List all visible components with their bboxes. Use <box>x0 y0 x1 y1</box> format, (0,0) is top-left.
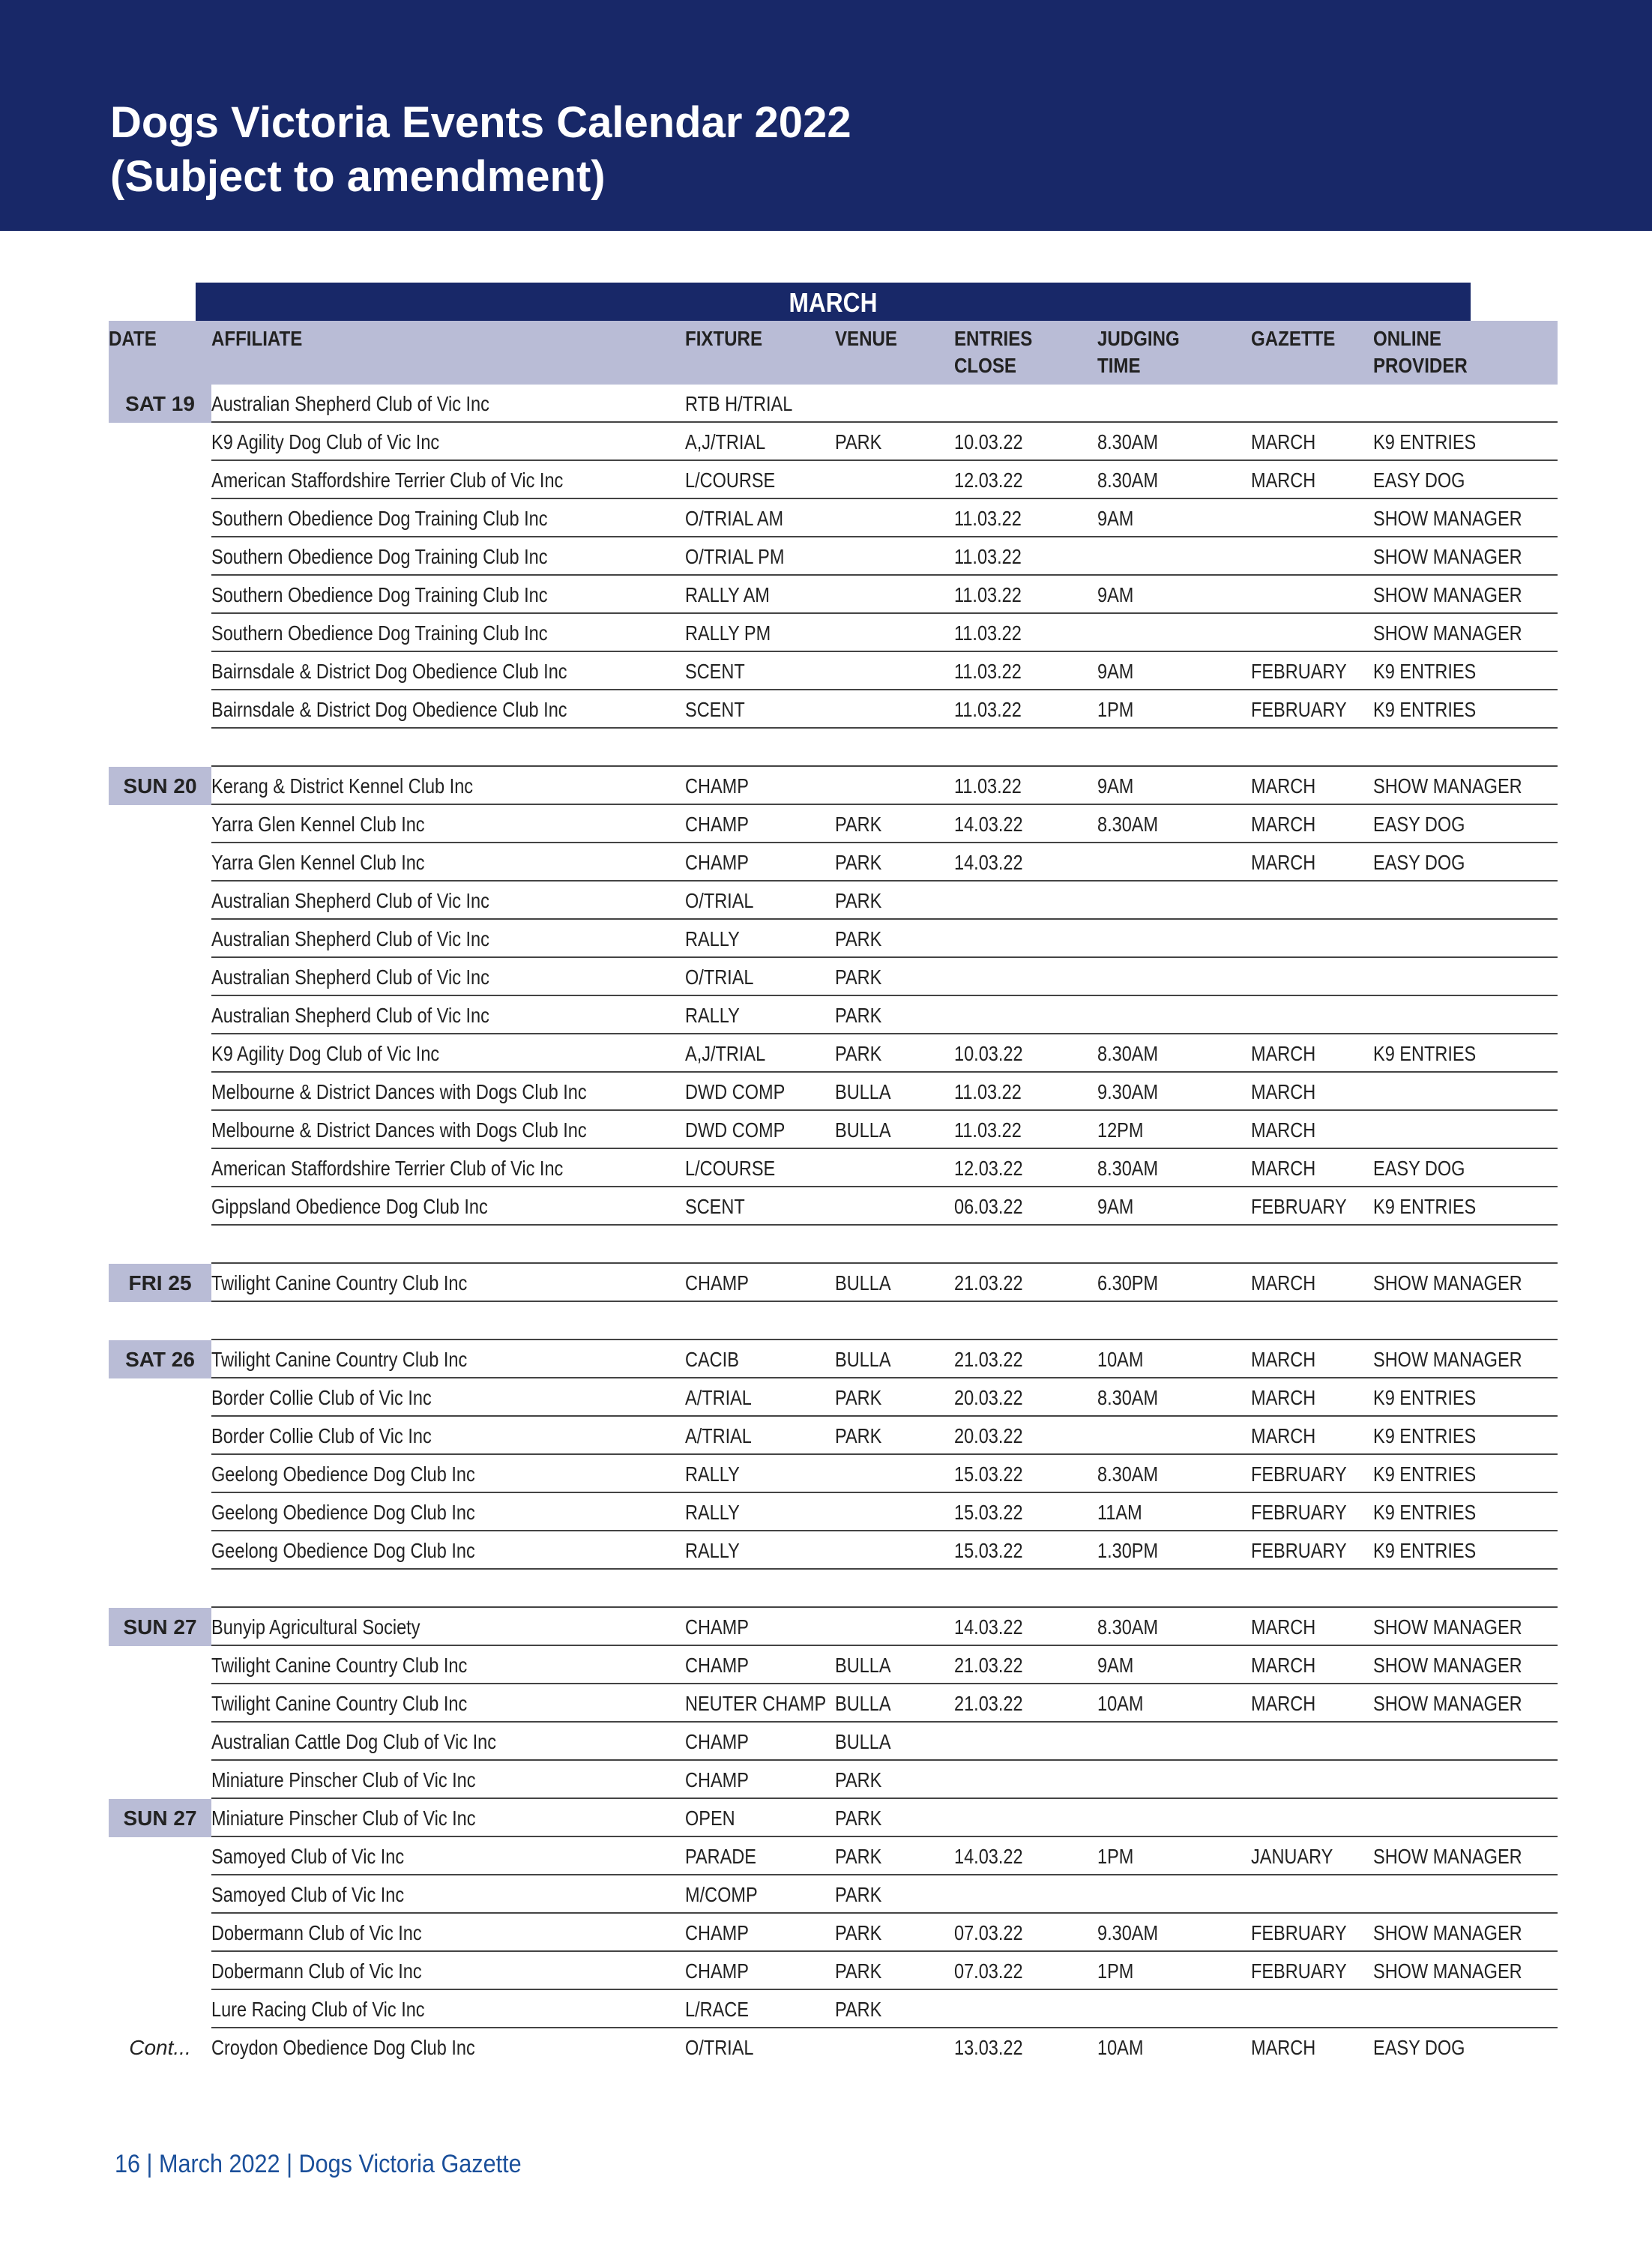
cell-entries-close: 11.03.22 <box>954 774 1022 798</box>
cell-affiliate: Geelong Obedience Dog Club Inc <box>211 1501 475 1524</box>
cell-online-provider: K9 ENTRIES <box>1373 1462 1477 1486</box>
cell-venue: BULLA <box>835 1730 891 1753</box>
cell-entries-close: 21.03.22 <box>954 1271 1023 1295</box>
cell-fixture: O/TRIAL AM <box>685 507 784 530</box>
cell-venue: BULLA <box>835 1118 891 1142</box>
cell-fixture: RALLY <box>685 1462 740 1486</box>
cell-entries-close: 07.03.22 <box>954 1959 1023 1983</box>
column-header-gazette: GAZETTE <box>1251 327 1336 350</box>
cell-fixture: NEUTER CHAMP <box>685 1692 827 1715</box>
cell-fixture: RALLY AM <box>685 583 770 606</box>
table-row <box>109 1111 1558 1149</box>
cell-venue: PARK <box>835 813 882 836</box>
cell-venue: PARK <box>835 1806 882 1830</box>
cell-entries-close: 12.03.22 <box>954 468 1023 492</box>
date-label: SUN 27 <box>109 1608 211 1646</box>
column-header-online-provider: ONLINE PROVIDER <box>1373 327 1468 377</box>
title-line-2: (Subject to amendment) <box>110 152 606 201</box>
table-row <box>109 1799 1558 1837</box>
cell-fixture: RALLY <box>685 1501 740 1524</box>
table-row <box>109 576 1558 614</box>
cell-entries-close: 11.03.22 <box>954 1080 1022 1103</box>
cell-affiliate: Bunyip Agricultural Society <box>211 1615 420 1639</box>
cell-online-provider: SHOW MANAGER <box>1373 1692 1522 1715</box>
column-header-venue: VENUE <box>835 327 897 350</box>
column-header-entries-close: ENTRIES CLOSE <box>954 327 1033 377</box>
cell-entries-close: 15.03.22 <box>954 1462 1023 1486</box>
cell-entries-close: 14.03.22 <box>954 1845 1023 1868</box>
cell-judging-time: 8.30AM <box>1097 1042 1159 1065</box>
date-label: SAT 26 <box>109 1340 211 1378</box>
cell-fixture: CHAMP <box>685 1730 749 1753</box>
cell-fixture: O/TRIAL <box>685 965 754 989</box>
cell-fixture: OPEN <box>685 1806 735 1830</box>
cell-affiliate: Bairnsdale & District Dog Obedience Club Inc <box>211 660 567 683</box>
table-row <box>109 920 1558 958</box>
cell-judging-time: 1.30PM <box>1097 1539 1159 1562</box>
cell-judging-time: 8.30AM <box>1097 813 1159 836</box>
cell-affiliate: Miniature Pinscher Club of Vic Inc <box>211 1768 476 1792</box>
cell-gazette: JANUARY <box>1251 1845 1333 1868</box>
table-row <box>109 1417 1558 1455</box>
cell-entries-close: 15.03.22 <box>954 1501 1023 1524</box>
group-spacer <box>109 729 1558 767</box>
cell-affiliate: Australian Shepherd Club of Vic Inc <box>211 1004 489 1027</box>
cell-online-provider: SHOW MANAGER <box>1373 1271 1522 1295</box>
cell-fixture: M/COMP <box>685 1883 758 1906</box>
cell-gazette: MARCH <box>1251 851 1316 874</box>
cell-online-provider: EASY DOG <box>1373 813 1465 836</box>
table-row <box>109 1990 1558 2028</box>
cell-entries-close: 12.03.22 <box>954 1157 1023 1180</box>
cell-gazette: FEBRUARY <box>1251 660 1347 683</box>
cell-online-provider: K9 ENTRIES <box>1373 1042 1477 1065</box>
cell-affiliate: Kerang & District Kennel Club Inc <box>211 774 474 798</box>
table-row <box>109 1684 1558 1723</box>
cell-judging-time: 8.30AM <box>1097 1615 1159 1639</box>
cell-fixture: L/RACE <box>685 1998 749 2021</box>
cell-affiliate: Lure Racing Club of Vic Inc <box>211 1998 425 2021</box>
cell-venue: BULLA <box>835 1271 891 1295</box>
table-row <box>109 652 1558 690</box>
cell-affiliate: Bairnsdale & District Dog Obedience Club Inc <box>211 698 567 721</box>
cell-judging-time: 9.30AM <box>1097 1921 1159 1944</box>
cell-judging-time: 9AM <box>1097 583 1134 606</box>
cell-venue: PARK <box>835 851 882 874</box>
cell-fixture: CHAMP <box>685 1959 749 1983</box>
cell-gazette: FEBRUARY <box>1251 1921 1347 1944</box>
cell-affiliate: Twilight Canine Country Club Inc <box>211 1654 468 1677</box>
group-spacer <box>109 1570 1558 1608</box>
cell-gazette: FEBRUARY <box>1251 1539 1347 1562</box>
cell-fixture: CHAMP <box>685 851 749 874</box>
cell-fixture: CHAMP <box>685 1654 749 1677</box>
cell-affiliate: Border Collie Club of Vic Inc <box>211 1386 432 1409</box>
cell-entries-close: 10.03.22 <box>954 1042 1023 1065</box>
cell-gazette: MARCH <box>1251 1157 1316 1180</box>
cell-judging-time: 8.30AM <box>1097 1386 1159 1409</box>
cell-online-provider: SHOW MANAGER <box>1373 1615 1522 1639</box>
group-spacer <box>109 1302 1558 1340</box>
cell-affiliate: Melbourne & District Dances with Dogs Club Inc <box>211 1080 587 1103</box>
table-row <box>109 1914 1558 1952</box>
cell-venue: PARK <box>835 1386 882 1409</box>
cell-affiliate: Yarra Glen Kennel Club Inc <box>211 851 425 874</box>
cell-affiliate: Twilight Canine Country Club Inc <box>211 1692 468 1715</box>
cell-online-provider: EASY DOG <box>1373 1157 1465 1180</box>
cell-venue: PARK <box>835 1959 882 1983</box>
cell-online-provider: K9 ENTRIES <box>1373 1195 1477 1218</box>
cell-entries-close: 10.03.22 <box>954 430 1023 453</box>
cell-online-provider: SHOW MANAGER <box>1373 1921 1522 1944</box>
title-line-1: Dogs Victoria Events Calendar 2022 <box>110 98 851 147</box>
cell-online-provider: K9 ENTRIES <box>1373 1539 1477 1562</box>
cell-entries-close: 11.03.22 <box>954 698 1022 721</box>
cell-venue: PARK <box>835 1998 882 2021</box>
cell-fixture: SCENT <box>685 1195 745 1218</box>
table-row <box>109 614 1558 652</box>
cell-online-provider: EASY DOG <box>1373 468 1465 492</box>
cell-fixture: CHAMP <box>685 1768 749 1792</box>
date-label: SAT 19 <box>109 385 211 423</box>
cell-online-provider: K9 ENTRIES <box>1373 1386 1477 1409</box>
table-row <box>109 1149 1558 1187</box>
table-row <box>109 1493 1558 1531</box>
table-row <box>109 1646 1558 1684</box>
cell-gazette: MARCH <box>1251 1654 1316 1677</box>
cell-entries-close: 11.03.22 <box>954 660 1022 683</box>
cell-fixture: CHAMP <box>685 1271 749 1295</box>
cell-fixture: O/TRIAL <box>685 2036 754 2059</box>
cell-entries-close: 11.03.22 <box>954 545 1022 568</box>
cell-gazette: FEBRUARY <box>1251 1462 1347 1486</box>
cell-judging-time: 12PM <box>1097 1118 1144 1142</box>
cell-fixture: RTB H/TRIAL <box>685 392 793 415</box>
cell-gazette: MARCH <box>1251 774 1316 798</box>
cell-entries-close: 21.03.22 <box>954 1654 1023 1677</box>
cell-venue: BULLA <box>835 1348 891 1371</box>
cell-gazette: MARCH <box>1251 1386 1316 1409</box>
table-row <box>109 1187 1558 1226</box>
cell-affiliate: American Staffordshire Terrier Club of Vic Inc <box>211 1157 564 1180</box>
cell-online-provider: SHOW MANAGER <box>1373 507 1522 530</box>
cell-judging-time: 11AM <box>1097 1501 1142 1524</box>
events-table <box>109 283 1558 2067</box>
cell-affiliate: Samoyed Club of Vic Inc <box>211 1883 405 1906</box>
cell-venue: PARK <box>835 430 882 453</box>
group-spacer <box>109 1226 1558 1264</box>
cell-online-provider: K9 ENTRIES <box>1373 430 1477 453</box>
cell-online-provider: K9 ENTRIES <box>1373 1501 1477 1524</box>
continued-label: Cont... <box>129 2036 191 2059</box>
cell-venue: PARK <box>835 889 882 912</box>
cell-fixture: L/COURSE <box>685 1157 776 1180</box>
cell-entries-close: 06.03.22 <box>954 1195 1023 1218</box>
table-header <box>109 321 1558 385</box>
cell-affiliate: Australian Shepherd Club of Vic Inc <box>211 392 489 415</box>
cell-affiliate: American Staffordshire Terrier Club of Vic Inc <box>211 468 564 492</box>
cell-fixture: SCENT <box>685 698 745 721</box>
cell-judging-time: 9AM <box>1097 660 1134 683</box>
cell-judging-time: 1PM <box>1097 1959 1134 1983</box>
cell-venue: PARK <box>835 1845 882 1868</box>
cell-affiliate: Twilight Canine Country Club Inc <box>211 1271 468 1295</box>
cell-gazette: MARCH <box>1251 1271 1316 1295</box>
cell-entries-close: 15.03.22 <box>954 1539 1023 1562</box>
cell-gazette: MARCH <box>1251 1692 1316 1715</box>
cell-online-provider: K9 ENTRIES <box>1373 698 1477 721</box>
cell-gazette: MARCH <box>1251 1348 1316 1371</box>
cell-venue: BULLA <box>835 1692 891 1715</box>
cell-entries-close: 13.03.22 <box>954 2036 1023 2059</box>
cell-judging-time: 9AM <box>1097 1654 1134 1677</box>
cell-entries-close: 07.03.22 <box>954 1921 1023 1944</box>
cell-venue: BULLA <box>835 1080 891 1103</box>
cell-fixture: SCENT <box>685 660 745 683</box>
cell-affiliate: Southern Obedience Dog Training Club Inc <box>211 545 548 568</box>
table-row <box>109 996 1558 1034</box>
cell-judging-time: 10AM <box>1097 1692 1144 1715</box>
column-header-affiliate: AFFILIATE <box>211 327 303 350</box>
cell-entries-close: 21.03.22 <box>954 1348 1023 1371</box>
table-row <box>109 1531 1558 1570</box>
cell-gazette: MARCH <box>1251 1042 1316 1065</box>
table-row <box>109 1723 1558 1761</box>
cell-entries-close: 14.03.22 <box>954 813 1023 836</box>
cell-entries-close: 20.03.22 <box>954 1424 1023 1447</box>
page-footer: 16 | March 2022 | Dogs Victoria Gazette <box>115 2150 522 2178</box>
cell-fixture: RALLY <box>685 1004 740 1027</box>
cell-affiliate: K9 Agility Dog Club of Vic Inc <box>211 430 440 453</box>
table-row <box>109 2028 1558 2067</box>
cell-fixture: A/TRIAL <box>685 1386 752 1409</box>
table-row <box>109 1034 1558 1073</box>
cell-online-provider: K9 ENTRIES <box>1373 1424 1477 1447</box>
cell-gazette: FEBRUARY <box>1251 1501 1347 1524</box>
cell-gazette: MARCH <box>1251 468 1316 492</box>
cell-fixture: CHAMP <box>685 813 749 836</box>
cell-affiliate: Border Collie Club of Vic Inc <box>211 1424 432 1447</box>
cell-venue: PARK <box>835 965 882 989</box>
cell-entries-close: 20.03.22 <box>954 1386 1023 1409</box>
cell-affiliate: Dobermann Club of Vic Inc <box>211 1921 422 1944</box>
table-row <box>109 1378 1558 1417</box>
cell-venue: PARK <box>835 1883 882 1906</box>
table-body <box>109 385 1558 2067</box>
cell-judging-time: 8.30AM <box>1097 430 1159 453</box>
date-label: SUN 20 <box>109 767 211 805</box>
cell-fixture: O/TRIAL <box>685 889 754 912</box>
cell-online-provider: SHOW MANAGER <box>1373 1845 1522 1868</box>
table-row <box>109 1264 1558 1302</box>
cell-fixture: CHAMP <box>685 1615 749 1639</box>
cell-fixture: CHAMP <box>685 1921 749 1944</box>
cell-affiliate: Australian Shepherd Club of Vic Inc <box>211 889 489 912</box>
table-row <box>109 882 1558 920</box>
cell-gazette: MARCH <box>1251 813 1316 836</box>
table-row <box>109 690 1558 729</box>
cell-online-provider: SHOW MANAGER <box>1373 774 1522 798</box>
cell-judging-time: 10AM <box>1097 1348 1144 1371</box>
cell-gazette: FEBRUARY <box>1251 1959 1347 1983</box>
page-title <box>110 96 851 204</box>
table-row <box>109 1837 1558 1875</box>
table-row <box>109 767 1558 805</box>
cell-gazette: FEBRUARY <box>1251 698 1347 721</box>
cell-online-provider: SHOW MANAGER <box>1373 583 1522 606</box>
cell-affiliate: Gippsland Obedience Dog Club Inc <box>211 1195 488 1218</box>
table-row <box>109 805 1558 843</box>
cell-online-provider: K9 ENTRIES <box>1373 660 1477 683</box>
cell-venue: PARK <box>835 1768 882 1792</box>
cell-online-provider: SHOW MANAGER <box>1373 1959 1522 1983</box>
cell-fixture: PARADE <box>685 1845 756 1868</box>
cell-gazette: FEBRUARY <box>1251 1195 1347 1218</box>
cell-judging-time: 8.30AM <box>1097 468 1159 492</box>
cell-entries-close: 11.03.22 <box>954 1118 1022 1142</box>
cell-fixture: CHAMP <box>685 774 749 798</box>
table-row <box>109 423 1558 461</box>
cell-venue: PARK <box>835 927 882 950</box>
cell-fixture: RALLY PM <box>685 621 771 645</box>
cell-affiliate: Samoyed Club of Vic Inc <box>211 1845 405 1868</box>
table-row <box>109 1340 1558 1378</box>
cell-fixture: O/TRIAL PM <box>685 545 785 568</box>
cell-judging-time: 1PM <box>1097 698 1134 721</box>
cell-affiliate: Southern Obedience Dog Training Club Inc <box>211 621 548 645</box>
date-label: FRI 25 <box>109 1264 211 1302</box>
table-row <box>109 385 1558 423</box>
cell-venue: PARK <box>835 1042 882 1065</box>
table-row <box>109 1608 1558 1646</box>
cell-fixture: DWD COMP <box>685 1118 786 1142</box>
date-label: SUN 27 <box>109 1799 211 1837</box>
cell-gazette: MARCH <box>1251 1118 1316 1142</box>
cell-affiliate: Southern Obedience Dog Training Club Inc <box>211 507 548 530</box>
cell-online-provider: SHOW MANAGER <box>1373 621 1522 645</box>
cell-affiliate: Twilight Canine Country Club Inc <box>211 1348 468 1371</box>
cell-online-provider: EASY DOG <box>1373 851 1465 874</box>
cell-affiliate: Croydon Obedience Dog Club Inc <box>211 2036 475 2059</box>
cell-gazette: MARCH <box>1251 1615 1316 1639</box>
cell-fixture: RALLY <box>685 1539 740 1562</box>
cell-gazette: MARCH <box>1251 430 1316 453</box>
cell-judging-time: 9.30AM <box>1097 1080 1159 1103</box>
cell-judging-time: 9AM <box>1097 1195 1134 1218</box>
cell-judging-time: 10AM <box>1097 2036 1144 2059</box>
cell-online-provider: SHOW MANAGER <box>1373 545 1522 568</box>
cell-fixture: CACIB <box>685 1348 739 1371</box>
table-row <box>109 1761 1558 1799</box>
table-row <box>109 1073 1558 1111</box>
table-row <box>109 499 1558 537</box>
cell-affiliate: Yarra Glen Kennel Club Inc <box>211 813 425 836</box>
table-row <box>109 1875 1558 1914</box>
cell-affiliate: Dobermann Club of Vic Inc <box>211 1959 422 1983</box>
cell-affiliate: Geelong Obedience Dog Club Inc <box>211 1462 475 1486</box>
cell-fixture: DWD COMP <box>685 1080 786 1103</box>
cell-entries-close: 21.03.22 <box>954 1692 1023 1715</box>
cell-venue: BULLA <box>835 1654 891 1677</box>
cell-gazette: MARCH <box>1251 1080 1316 1103</box>
table-row <box>109 1952 1558 1990</box>
cell-entries-close: 11.03.22 <box>954 583 1022 606</box>
cell-gazette: MARCH <box>1251 2036 1316 2059</box>
cell-judging-time: 9AM <box>1097 507 1134 530</box>
cell-fixture: A/TRIAL <box>685 1424 752 1447</box>
cell-affiliate: Geelong Obedience Dog Club Inc <box>211 1539 475 1562</box>
cell-fixture: A,J/TRIAL <box>685 1042 766 1065</box>
column-header-judging-time: JUDGING TIME <box>1097 327 1180 377</box>
cell-affiliate: Australian Cattle Dog Club of Vic Inc <box>211 1730 496 1753</box>
table-row <box>109 461 1558 499</box>
cell-affiliate: Melbourne & District Dances with Dogs Club Inc <box>211 1118 587 1142</box>
column-header-date: DATE <box>109 327 157 350</box>
cell-affiliate: K9 Agility Dog Club of Vic Inc <box>211 1042 440 1065</box>
table-row <box>109 537 1558 576</box>
cell-entries-close: 14.03.22 <box>954 1615 1023 1639</box>
cell-online-provider: SHOW MANAGER <box>1373 1348 1522 1371</box>
table-row <box>109 958 1558 996</box>
cell-gazette: MARCH <box>1251 1424 1316 1447</box>
cell-entries-close: 11.03.22 <box>954 507 1022 530</box>
cell-venue: PARK <box>835 1004 882 1027</box>
cell-fixture: RALLY <box>685 927 740 950</box>
cell-online-provider: SHOW MANAGER <box>1373 1654 1522 1677</box>
cell-judging-time: 8.30AM <box>1097 1462 1159 1486</box>
cell-online-provider: EASY DOG <box>1373 2036 1465 2059</box>
header-banner <box>0 0 1652 231</box>
month-heading: MARCH <box>196 283 1471 321</box>
table-row <box>109 1455 1558 1493</box>
table-row <box>109 843 1558 882</box>
cell-judging-time: 6.30PM <box>1097 1271 1159 1295</box>
cell-judging-time: 9AM <box>1097 774 1134 798</box>
cell-fixture: L/COURSE <box>685 468 776 492</box>
cell-affiliate: Australian Shepherd Club of Vic Inc <box>211 927 489 950</box>
cell-venue: PARK <box>835 1921 882 1944</box>
cell-judging-time: 8.30AM <box>1097 1157 1159 1180</box>
cell-entries-close: 11.03.22 <box>954 621 1022 645</box>
cell-affiliate: Southern Obedience Dog Training Club Inc <box>211 583 548 606</box>
cell-judging-time: 1PM <box>1097 1845 1134 1868</box>
cell-affiliate: Miniature Pinscher Club of Vic Inc <box>211 1806 476 1830</box>
column-header-fixture: FIXTURE <box>685 327 763 350</box>
cell-affiliate: Australian Shepherd Club of Vic Inc <box>211 965 489 989</box>
cell-venue: PARK <box>835 1424 882 1447</box>
cell-entries-close: 14.03.22 <box>954 851 1023 874</box>
cell-fixture: A,J/TRIAL <box>685 430 766 453</box>
